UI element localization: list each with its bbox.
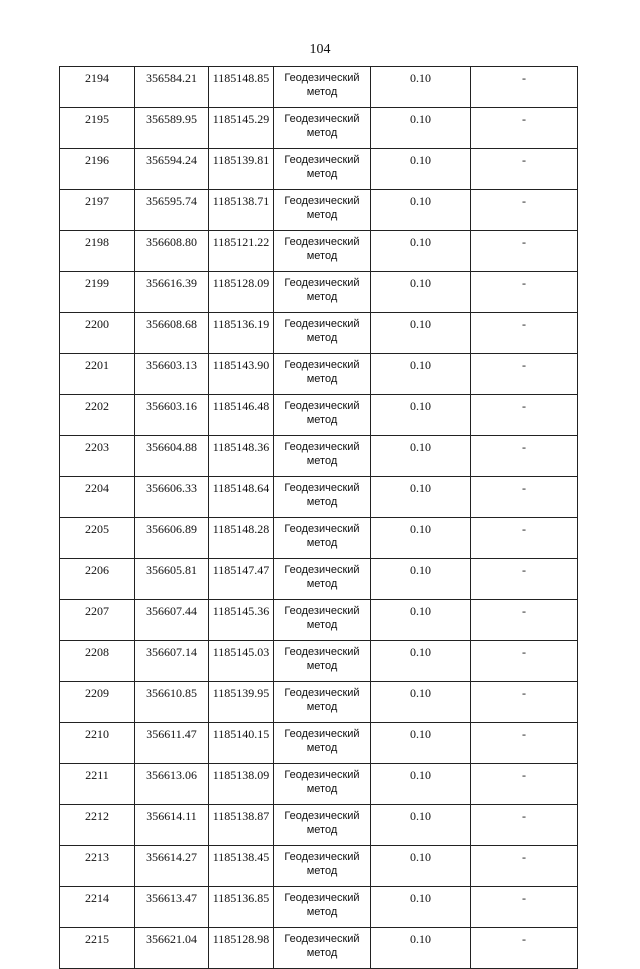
point-number-cell: 2213 <box>60 846 135 887</box>
note-cell: - <box>471 887 578 928</box>
accuracy-cell: 0.10 <box>371 313 471 354</box>
method-line-2: метод <box>306 209 338 221</box>
method-line-2: метод <box>306 455 338 467</box>
note-cell: - <box>471 559 578 600</box>
method-line-2: метод <box>306 947 338 959</box>
method-line-1: Геодезический <box>284 482 360 494</box>
table-row <box>60 641 578 682</box>
note-cell: - <box>471 354 578 395</box>
method-line-2: метод <box>306 414 338 426</box>
coordinates-table <box>59 66 578 969</box>
method-cell <box>274 764 371 805</box>
accuracy-cell: 0.10 <box>371 723 471 764</box>
accuracy-cell: 0.10 <box>371 559 471 600</box>
accuracy-cell: 0.10 <box>371 108 471 149</box>
note-cell: - <box>471 846 578 887</box>
x-coordinate-cell: 356610.85 <box>135 682 209 723</box>
note-cell: - <box>471 764 578 805</box>
method-line-1: Геодезический <box>284 564 360 576</box>
point-number-cell: 2208 <box>60 641 135 682</box>
point-number-cell: 2203 <box>60 436 135 477</box>
method-cell <box>274 149 371 190</box>
point-number-cell: 2209 <box>60 682 135 723</box>
point-number-cell: 2198 <box>60 231 135 272</box>
method-line-1: Геодезический <box>284 72 360 84</box>
table-row <box>60 354 578 395</box>
x-coordinate-cell: 356605.81 <box>135 559 209 600</box>
page-number: 104 <box>309 42 331 57</box>
point-number-cell: 2204 <box>60 477 135 518</box>
y-coordinate-cell: 1185121.22 <box>209 231 274 272</box>
method-cell <box>274 518 371 559</box>
method-line-2: метод <box>306 291 338 303</box>
table-row <box>60 846 578 887</box>
x-coordinate-cell: 356607.44 <box>135 600 209 641</box>
note-cell: - <box>471 108 578 149</box>
method-line-1: Геодезический <box>284 277 360 289</box>
method-cell <box>274 108 371 149</box>
accuracy-cell: 0.10 <box>371 518 471 559</box>
x-coordinate-cell: 356589.95 <box>135 108 209 149</box>
y-coordinate-cell: 1185145.29 <box>209 108 274 149</box>
accuracy-cell: 0.10 <box>371 641 471 682</box>
method-line-2: метод <box>306 373 338 385</box>
accuracy-cell: 0.10 <box>371 67 471 108</box>
note-cell: - <box>471 149 578 190</box>
note-cell: - <box>471 313 578 354</box>
table-body <box>60 67 578 969</box>
point-number-cell: 2196 <box>60 149 135 190</box>
method-line-1: Геодезический <box>284 851 360 863</box>
method-line-1: Геодезический <box>284 113 360 125</box>
method-line-2: метод <box>306 127 338 139</box>
method-cell <box>274 805 371 846</box>
y-coordinate-cell: 1185136.19 <box>209 313 274 354</box>
accuracy-cell: 0.10 <box>371 436 471 477</box>
method-cell <box>274 887 371 928</box>
point-number-cell: 2202 <box>60 395 135 436</box>
method-line-1: Геодезический <box>284 892 360 904</box>
method-cell <box>274 846 371 887</box>
method-line-1: Геодезический <box>284 236 360 248</box>
table-row <box>60 600 578 641</box>
method-line-1: Геодезический <box>284 605 360 617</box>
point-number-cell: 2215 <box>60 928 135 969</box>
accuracy-cell: 0.10 <box>371 395 471 436</box>
note-cell: - <box>471 928 578 969</box>
method-cell <box>274 354 371 395</box>
x-coordinate-cell: 356621.04 <box>135 928 209 969</box>
y-coordinate-cell: 1185136.85 <box>209 887 274 928</box>
method-line-1: Геодезический <box>284 154 360 166</box>
table-row <box>60 67 578 108</box>
point-number-cell: 2212 <box>60 805 135 846</box>
x-coordinate-cell: 356594.24 <box>135 149 209 190</box>
x-coordinate-cell: 356608.68 <box>135 313 209 354</box>
y-coordinate-cell: 1185147.47 <box>209 559 274 600</box>
y-coordinate-cell: 1185139.95 <box>209 682 274 723</box>
table-row <box>60 395 578 436</box>
x-coordinate-cell: 356608.80 <box>135 231 209 272</box>
note-cell: - <box>471 682 578 723</box>
method-line-2: метод <box>306 619 338 631</box>
method-cell <box>274 272 371 313</box>
method-line-2: метод <box>306 332 338 344</box>
y-coordinate-cell: 1185128.09 <box>209 272 274 313</box>
table-row <box>60 887 578 928</box>
table-row <box>60 764 578 805</box>
x-coordinate-cell: 356595.74 <box>135 190 209 231</box>
point-number-cell: 2206 <box>60 559 135 600</box>
table-row <box>60 190 578 231</box>
method-line-1: Геодезический <box>284 318 360 330</box>
y-coordinate-cell: 1185143.90 <box>209 354 274 395</box>
accuracy-cell: 0.10 <box>371 354 471 395</box>
point-number-cell: 2214 <box>60 887 135 928</box>
table-row <box>60 272 578 313</box>
x-coordinate-cell: 356616.39 <box>135 272 209 313</box>
x-coordinate-cell: 356584.21 <box>135 67 209 108</box>
method-cell <box>274 436 371 477</box>
note-cell: - <box>471 641 578 682</box>
x-coordinate-cell: 356606.89 <box>135 518 209 559</box>
method-line-2: метод <box>306 824 338 836</box>
x-coordinate-cell: 356606.33 <box>135 477 209 518</box>
method-cell <box>274 682 371 723</box>
table-row <box>60 436 578 477</box>
accuracy-cell: 0.10 <box>371 887 471 928</box>
point-number-cell: 2207 <box>60 600 135 641</box>
method-cell <box>274 395 371 436</box>
method-line-1: Геодезический <box>284 359 360 371</box>
y-coordinate-cell: 1185146.48 <box>209 395 274 436</box>
method-line-2: метод <box>306 783 338 795</box>
note-cell: - <box>471 395 578 436</box>
method-line-2: метод <box>306 496 338 508</box>
note-cell: - <box>471 272 578 313</box>
method-line-1: Геодезический <box>284 646 360 658</box>
y-coordinate-cell: 1185148.36 <box>209 436 274 477</box>
method-line-1: Геодезический <box>284 728 360 740</box>
y-coordinate-cell: 1185128.98 <box>209 928 274 969</box>
y-coordinate-cell: 1185139.81 <box>209 149 274 190</box>
y-coordinate-cell: 1185140.15 <box>209 723 274 764</box>
method-cell <box>274 231 371 272</box>
method-cell <box>274 559 371 600</box>
table-row <box>60 723 578 764</box>
accuracy-cell: 0.10 <box>371 600 471 641</box>
y-coordinate-cell: 1185138.87 <box>209 805 274 846</box>
note-cell: - <box>471 723 578 764</box>
point-number-cell: 2210 <box>60 723 135 764</box>
accuracy-cell: 0.10 <box>371 846 471 887</box>
accuracy-cell: 0.10 <box>371 190 471 231</box>
point-number-cell: 2201 <box>60 354 135 395</box>
method-line-2: метод <box>306 86 338 98</box>
y-coordinate-cell: 1185138.09 <box>209 764 274 805</box>
note-cell: - <box>471 805 578 846</box>
y-coordinate-cell: 1185138.71 <box>209 190 274 231</box>
accuracy-cell: 0.10 <box>371 682 471 723</box>
table-row <box>60 313 578 354</box>
table-row <box>60 559 578 600</box>
point-number-cell: 2199 <box>60 272 135 313</box>
method-line-1: Геодезический <box>284 769 360 781</box>
x-coordinate-cell: 356614.27 <box>135 846 209 887</box>
x-coordinate-cell: 356613.47 <box>135 887 209 928</box>
method-cell <box>274 641 371 682</box>
note-cell: - <box>471 231 578 272</box>
y-coordinate-cell: 1185148.28 <box>209 518 274 559</box>
x-coordinate-cell: 356613.06 <box>135 764 209 805</box>
table-row <box>60 149 578 190</box>
method-line-2: метод <box>306 578 338 590</box>
method-cell <box>274 600 371 641</box>
accuracy-cell: 0.10 <box>371 764 471 805</box>
point-number-cell: 2200 <box>60 313 135 354</box>
accuracy-cell: 0.10 <box>371 928 471 969</box>
method-line-1: Геодезический <box>284 523 360 535</box>
y-coordinate-cell: 1185138.45 <box>209 846 274 887</box>
method-cell <box>274 723 371 764</box>
x-coordinate-cell: 356614.11 <box>135 805 209 846</box>
method-line-2: метод <box>306 906 338 918</box>
point-number-cell: 2205 <box>60 518 135 559</box>
x-coordinate-cell: 356603.16 <box>135 395 209 436</box>
accuracy-cell: 0.10 <box>371 805 471 846</box>
method-line-2: метод <box>306 250 338 262</box>
method-line-2: метод <box>306 660 338 672</box>
method-cell <box>274 313 371 354</box>
x-coordinate-cell: 356604.88 <box>135 436 209 477</box>
method-line-1: Геодезический <box>284 195 360 207</box>
point-number-cell: 2194 <box>60 67 135 108</box>
y-coordinate-cell: 1185148.85 <box>209 67 274 108</box>
accuracy-cell: 0.10 <box>371 149 471 190</box>
method-line-1: Геодезический <box>284 810 360 822</box>
method-line-1: Геодезический <box>284 400 360 412</box>
note-cell: - <box>471 518 578 559</box>
table-row <box>60 477 578 518</box>
note-cell: - <box>471 477 578 518</box>
note-cell: - <box>471 436 578 477</box>
accuracy-cell: 0.10 <box>371 477 471 518</box>
y-coordinate-cell: 1185145.03 <box>209 641 274 682</box>
note-cell: - <box>471 600 578 641</box>
method-line-1: Геодезический <box>284 687 360 699</box>
method-cell <box>274 477 371 518</box>
x-coordinate-cell: 356603.13 <box>135 354 209 395</box>
x-coordinate-cell: 356607.14 <box>135 641 209 682</box>
x-coordinate-cell: 356611.47 <box>135 723 209 764</box>
point-number-cell: 2197 <box>60 190 135 231</box>
table-row <box>60 518 578 559</box>
table-row <box>60 108 578 149</box>
method-line-2: метод <box>306 742 338 754</box>
y-coordinate-cell: 1185148.64 <box>209 477 274 518</box>
accuracy-cell: 0.10 <box>371 231 471 272</box>
y-coordinate-cell: 1185145.36 <box>209 600 274 641</box>
table-row <box>60 805 578 846</box>
note-cell: - <box>471 67 578 108</box>
method-cell <box>274 928 371 969</box>
method-cell <box>274 190 371 231</box>
method-cell <box>274 67 371 108</box>
table-row <box>60 231 578 272</box>
method-line-2: метод <box>306 865 338 877</box>
table-row <box>60 928 578 969</box>
method-line-1: Геодезический <box>284 441 360 453</box>
method-line-1: Геодезический <box>284 933 360 945</box>
method-line-2: метод <box>306 701 338 713</box>
point-number-cell: 2195 <box>60 108 135 149</box>
table-row <box>60 682 578 723</box>
point-number-cell: 2211 <box>60 764 135 805</box>
note-cell: - <box>471 190 578 231</box>
method-line-2: метод <box>306 537 338 549</box>
method-line-2: метод <box>306 168 338 180</box>
accuracy-cell: 0.10 <box>371 272 471 313</box>
